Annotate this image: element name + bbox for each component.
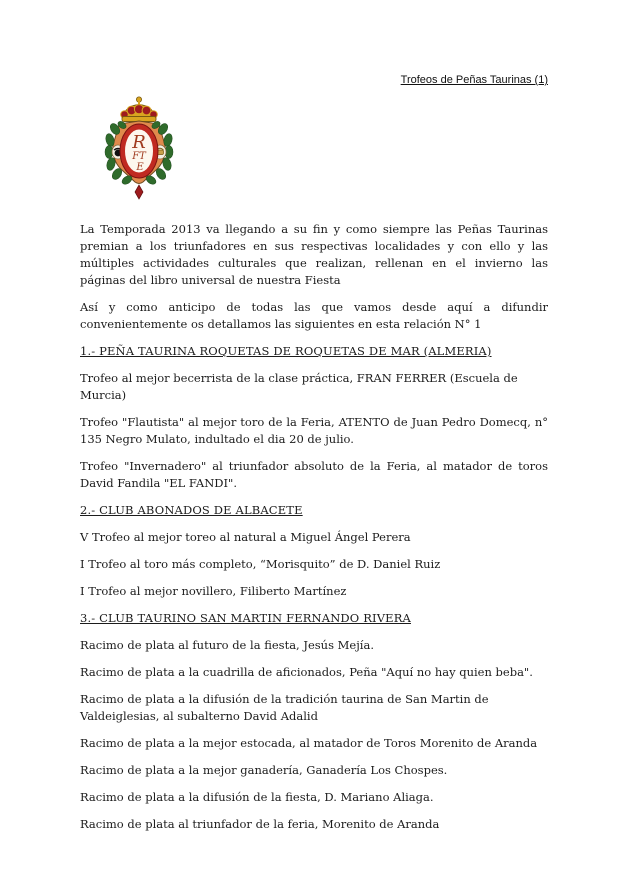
intro-paragraph-1: La Temporada 2013 va llegando a su fin y como siempre las Peñas Taurinas premian a los triunfadores en sus respectivas localidades y con ello y las múltiples actividades culturales que realizan, rellenan en el invierno las páginas del libro universal de nuestra Fiesta [80,222,548,287]
trophy-entry: Racimo de plata a la mejor ganadería, Ganadería Los Chospes. [80,763,448,777]
crown-icon [121,97,158,122]
bottom-tassel [135,185,143,199]
crest-icon [97,95,181,207]
section-heading-1: 1.- PEÑA TAURINA ROQUETAS DE ROQUETAS DE MAR (ALMERIA) [80,344,492,358]
trophy-entry: Racimo de plata al futuro de la fiesta, Jesús Mejía. [80,638,374,652]
trophy-entry: Racimo de plata a la difusión de la fiesta, D. Mariano Aliaga. [80,790,434,804]
trophy-entry: Racimo de plata a la mejor estocada, al matador de Toros Morenito de Aranda [80,736,538,750]
intro-paragraph-2: Así y como anticipo de todas las que vamos desde aquí a difundir convenientemente os detallamos las siguientes en esta relación N° 1 [80,300,548,331]
trophy-entry: Racimo de plata al triunfador de la feria, Morenito de Aranda [80,817,440,831]
monogram-mid: FT [132,151,146,162]
trophy-entry: Racimo de plata a la difusión de la tradición taurina de San Martin de Valdeiglesias, al subalterno David Adalid [80,692,489,723]
document-body [80,221,548,833]
trophy-entry: I Trofeo al mejor novillero, Filiberto Martínez [80,584,347,598]
page-header: Trofeos de Peñas Taurinas (1) [400,74,548,86]
trophy-entry: Racimo de plata a la cuadrilla de aficionados, Peña "Aquí no hay quien beba". [80,665,533,679]
monogram-top: R [132,132,146,153]
monogram-bottom: E [136,162,144,173]
section-heading-3: 3.- CLUB TAURINO SAN MARTIN FERNANDO RIVERA [80,611,411,625]
trophy-entry: Trofeo "Flautista" al mejor toro de la Feria, ATENTO de Juan Pedro Domecq, n° 135 Negro Mulato, indultado el dia 20 de julio. [80,415,548,446]
federation-crest-logo [97,95,181,207]
trophy-entry: V Trofeo al mejor toreo al natural a Miguel Ángel Perera [80,530,411,544]
trophy-entry: Trofeo "Invernadero" al triunfador absoluto de la Feria, al matador de toros David Fandila "EL FANDI". [80,459,548,490]
trophy-entry: I Trofeo al toro más completo, “Morisquito” de D. Daniel Ruiz [80,557,441,571]
section-heading-2: 2.- CLUB ABONADOS DE ALBACETE [80,503,303,517]
trophy-entry: Trofeo al mejor becerrista de la clase práctica, FRAN FERRER (Escuela de Murcia) [80,371,518,402]
